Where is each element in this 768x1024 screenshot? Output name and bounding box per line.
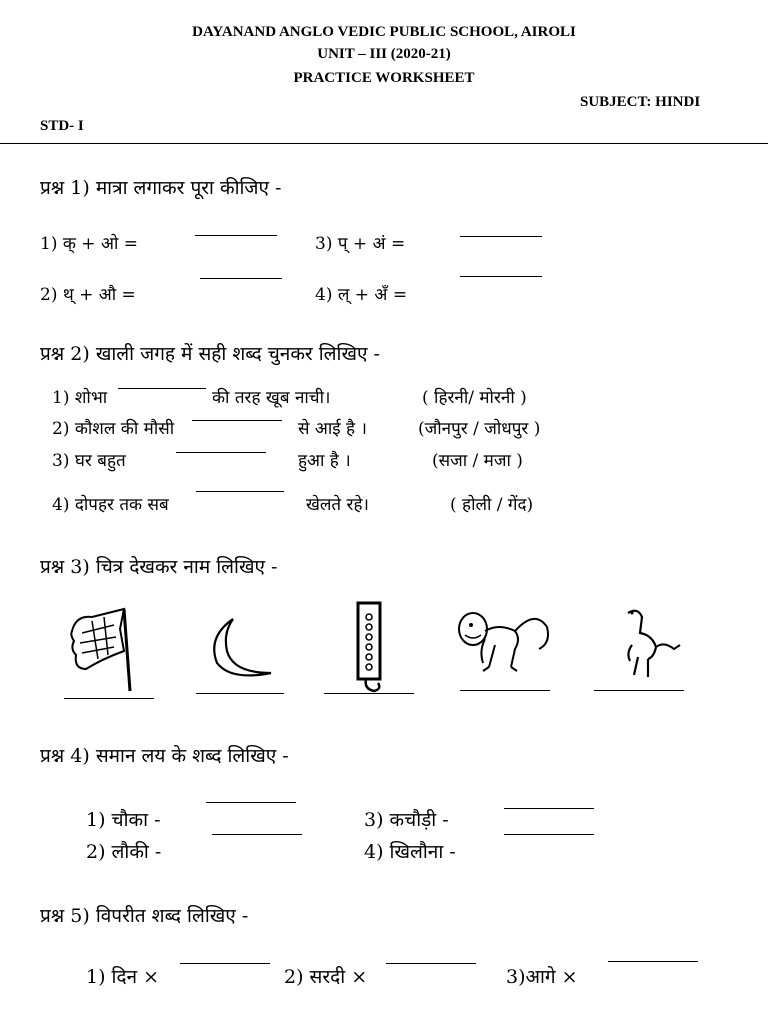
q1-blank-4[interactable] (460, 276, 542, 277)
q2-item-4-start: 4) दोपहर तक सब (52, 495, 169, 515)
q2-options-4: ( होली / गेंद) (450, 495, 534, 515)
q4-title: प्रश्न 4) समान लय के शब्द लिखिए - (40, 745, 289, 767)
q2-blank-1[interactable] (118, 388, 206, 389)
q2-options-3: (सजा / मजा ) (432, 451, 523, 471)
q3-title: प्रश्न 3) चित्र देखकर नाम लिखिए - (40, 556, 278, 578)
ladder-picture (348, 597, 392, 697)
camel-picture (618, 605, 688, 685)
q2-item-1-end: की तरह खूब नाची। (212, 388, 331, 408)
q4-blank-1a[interactable] (206, 802, 296, 803)
q5-blank-2[interactable] (386, 963, 476, 964)
q1-blank-1[interactable] (195, 235, 277, 236)
q4-blank-1b[interactable] (212, 834, 302, 835)
q4-blank-3b[interactable] (504, 834, 594, 835)
q3-blank-3[interactable] (324, 693, 414, 694)
q2-blank-4[interactable] (196, 491, 284, 492)
header-divider (0, 143, 768, 144)
q4-blank-3a[interactable] (504, 808, 594, 809)
q2-blank-3[interactable] (176, 452, 266, 453)
q2-options-2: (जौनपुर / जोधपुर ) (418, 419, 541, 439)
q5-blank-1[interactable] (180, 963, 270, 964)
q4-item-4: 4) खिलौना - (364, 841, 456, 863)
q4-item-3: 3) कचौड़ी - (364, 809, 449, 831)
q5-item-1: 1) दिन × (86, 966, 160, 988)
q5-title: प्रश्न 5) विपरीत शब्द लिखिए - (40, 905, 249, 927)
q1-item-1: 1) क् + ओ = (40, 234, 138, 254)
q2-item-3-start: 3) घर बहुत (52, 451, 126, 471)
q2-title: प्रश्न 2) खाली जगह में सही शब्द चुनकर लिखिए - (40, 343, 380, 365)
subject-label: SUBJECT: HINDI (580, 94, 701, 110)
q1-blank-2[interactable] (200, 278, 282, 279)
school-name: DAYANAND ANGLO VEDIC PUBLIC SCHOOL, AIROLI (192, 24, 576, 40)
q1-blank-3[interactable] (460, 236, 542, 237)
std-label: STD- I (40, 118, 84, 134)
q4-item-1: 1) चौका - (86, 809, 161, 831)
moon-picture (205, 615, 285, 685)
q3-blank-5[interactable] (594, 690, 684, 691)
q5-item-2: 2) सरदी × (284, 966, 368, 988)
q1-title: प्रश्न 1) मात्रा लगाकर पूरा कीजिए - (40, 177, 282, 199)
flag-picture (62, 603, 152, 693)
q2-blank-2[interactable] (192, 420, 282, 421)
q4-item-2: 2) लौकी - (86, 841, 162, 863)
q5-blank-3[interactable] (608, 961, 698, 962)
q2-item-1-start: 1) शोभा (52, 388, 108, 408)
q2-item-2-start: 2) कौशल की मौसी (52, 419, 175, 439)
q3-blank-2[interactable] (196, 693, 284, 694)
q2-item-2-end: से आई है । (298, 419, 367, 439)
q1-item-4: 4) ल् + अँ = (315, 285, 408, 305)
q2-item-4-end: खेलते रहे। (306, 495, 369, 515)
q1-item-2: 2) थ् + औ = (40, 285, 136, 305)
q3-blank-1[interactable] (64, 698, 154, 699)
worksheet-title: PRACTICE WORKSHEET (293, 70, 475, 86)
q1-item-3: 3) प् + अं = (315, 234, 406, 254)
q2-options-1: ( हिरनी/ मोरनी ) (422, 388, 527, 408)
unit-label: UNIT – III (2020-21) (317, 46, 451, 62)
monkey-picture (455, 605, 555, 685)
q5-item-3: 3)आगे × (506, 966, 578, 988)
q2-item-3-end: हुआ है । (298, 451, 351, 471)
q3-blank-4[interactable] (460, 690, 550, 691)
